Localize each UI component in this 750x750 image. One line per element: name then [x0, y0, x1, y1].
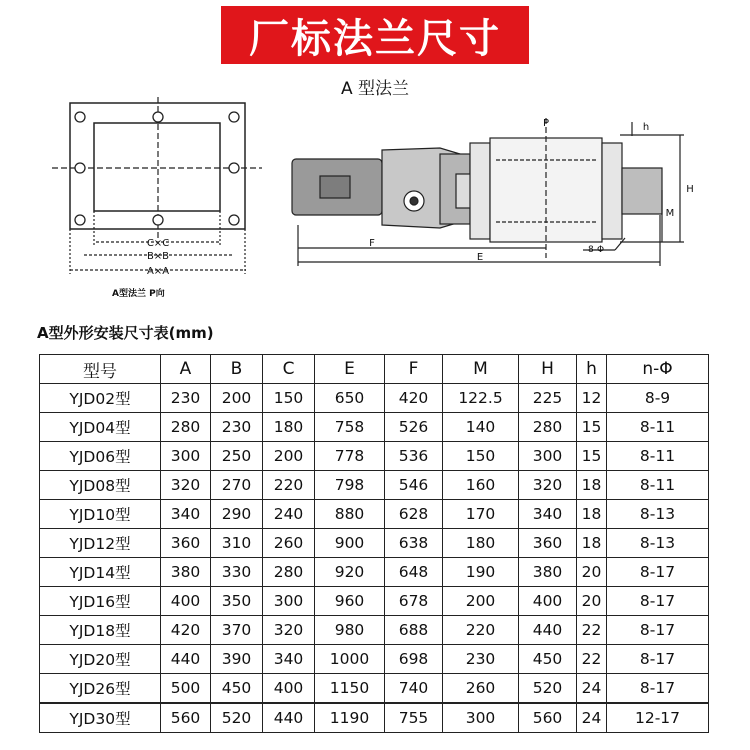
dim-label-cc: C×C: [146, 238, 170, 249]
table-cell: 200: [263, 442, 315, 471]
table-cell: 360: [519, 529, 577, 558]
table-row: [40, 442, 709, 471]
table-cell: 24: [577, 674, 607, 704]
table-cell: 270: [211, 471, 263, 500]
table-cell: 900: [315, 529, 385, 558]
header-c: C: [263, 355, 315, 384]
table-cell: 150: [263, 384, 315, 413]
table-row: [40, 674, 709, 704]
table-cell: 420: [385, 384, 443, 413]
header-e: E: [315, 355, 385, 384]
table-cell: 150: [443, 442, 519, 471]
header-h-small: h: [577, 355, 607, 384]
table-cell: 638: [385, 529, 443, 558]
header-f: F: [385, 355, 443, 384]
table-cell: 180: [263, 413, 315, 442]
table-cell: 8-17: [607, 645, 709, 674]
table-cell: 8-11: [607, 471, 709, 500]
table-cell: 18: [577, 500, 607, 529]
table-cell: 370: [211, 616, 263, 645]
table-cell: 8-9: [607, 384, 709, 413]
table-caption: A型外形安装尺寸表(mm): [37, 324, 214, 342]
header-a: A: [161, 355, 211, 384]
table-cell: 698: [385, 645, 443, 674]
table-cell: 12-17: [607, 703, 709, 733]
table-cell: 450: [519, 645, 577, 674]
table-cell: 778: [315, 442, 385, 471]
table-cell: 230: [211, 413, 263, 442]
table-cell-model: YJD16型: [40, 587, 161, 616]
table-cell: 350: [211, 587, 263, 616]
table-cell-model: YJD18型: [40, 616, 161, 645]
table-cell: 250: [211, 442, 263, 471]
table-cell-model: YJD10型: [40, 500, 161, 529]
table-cell: 688: [385, 616, 443, 645]
table-cell: 520: [211, 703, 263, 733]
table-cell: 960: [315, 587, 385, 616]
table-cell: 8-17: [607, 674, 709, 704]
table-row: [40, 616, 709, 645]
table-cell: 260: [263, 529, 315, 558]
table-cell: 360: [161, 529, 211, 558]
table-cell: 650: [315, 384, 385, 413]
table-cell-model: YJD20型: [40, 645, 161, 674]
table-row: [40, 471, 709, 500]
table-cell: 8-17: [607, 558, 709, 587]
table-cell: 560: [161, 703, 211, 733]
page-title: 厂标法兰尺寸: [221, 6, 529, 64]
table-cell: 320: [161, 471, 211, 500]
table-cell: 320: [519, 471, 577, 500]
table-cell: 500: [161, 674, 211, 704]
flange-type-caption: A 型法兰: [340, 79, 410, 99]
table-cell: 340: [263, 645, 315, 674]
dim-label-m: M: [665, 208, 675, 219]
table-cell: 230: [443, 645, 519, 674]
table-cell: 280: [263, 558, 315, 587]
table-cell: 440: [161, 645, 211, 674]
table-cell: 230: [161, 384, 211, 413]
dim-label-f: F: [369, 238, 375, 249]
table-cell: 225: [519, 384, 577, 413]
table-cell: 440: [263, 703, 315, 733]
table-cell: 280: [161, 413, 211, 442]
table-cell: 8-13: [607, 529, 709, 558]
table-cell-model: YJD14型: [40, 558, 161, 587]
table-cell: 1190: [315, 703, 385, 733]
table-cell: 380: [161, 558, 211, 587]
table-cell: 520: [519, 674, 577, 704]
table-cell-model: YJD30型: [40, 703, 161, 733]
table-cell-model: YJD26型: [40, 674, 161, 704]
table-cell: 200: [211, 384, 263, 413]
table-row: [40, 500, 709, 529]
table-cell: 628: [385, 500, 443, 529]
table-cell: 400: [263, 674, 315, 704]
table-cell: 755: [385, 703, 443, 733]
table-cell: 798: [315, 471, 385, 500]
table-cell: 340: [161, 500, 211, 529]
table-cell: 22: [577, 616, 607, 645]
dimension-table: [39, 354, 709, 733]
table-cell: 12: [577, 384, 607, 413]
table-cell: 300: [263, 587, 315, 616]
table-cell: 320: [263, 616, 315, 645]
dim-label-p: P: [542, 118, 550, 129]
table-cell: 15: [577, 442, 607, 471]
header-model: 型号: [40, 355, 161, 384]
table-cell: 400: [161, 587, 211, 616]
table-cell: 340: [519, 500, 577, 529]
table-cell: 24: [577, 703, 607, 733]
header-m: M: [443, 355, 519, 384]
table-cell: 880: [315, 500, 385, 529]
dim-label-h-small: h: [642, 122, 650, 133]
table-cell-model: YJD02型: [40, 384, 161, 413]
table-cell: 526: [385, 413, 443, 442]
table-cell: 220: [263, 471, 315, 500]
table-cell: 546: [385, 471, 443, 500]
table-cell: 450: [211, 674, 263, 704]
table-cell: 170: [443, 500, 519, 529]
table-cell-model: YJD04型: [40, 413, 161, 442]
table-cell: 560: [519, 703, 577, 733]
table-cell: 200: [443, 587, 519, 616]
table-cell: 300: [161, 442, 211, 471]
table-cell: 740: [385, 674, 443, 704]
table-cell: 310: [211, 529, 263, 558]
table-cell: 8-11: [607, 442, 709, 471]
table-cell: 648: [385, 558, 443, 587]
table-cell: 122.5: [443, 384, 519, 413]
table-row: [40, 558, 709, 587]
table-cell: 20: [577, 587, 607, 616]
technical-drawing: [0, 95, 750, 295]
table-cell: 8-11: [607, 413, 709, 442]
table-cell: 330: [211, 558, 263, 587]
table-cell-model: YJD06型: [40, 442, 161, 471]
dim-label-n-phi: 8-Φ: [587, 245, 605, 255]
table-cell: 22: [577, 645, 607, 674]
table-cell: 8-13: [607, 500, 709, 529]
table-row: [40, 529, 709, 558]
table-cell: 758: [315, 413, 385, 442]
table-cell: 1150: [315, 674, 385, 704]
table-cell: 400: [519, 587, 577, 616]
table-cell: 440: [519, 616, 577, 645]
table-cell: 280: [519, 413, 577, 442]
header-h: H: [519, 355, 577, 384]
table-cell: 140: [443, 413, 519, 442]
header-n-phi: n-Φ: [607, 355, 709, 384]
table-cell: 18: [577, 471, 607, 500]
table-cell: 190: [443, 558, 519, 587]
table-header-row: [40, 355, 709, 384]
table-row: [40, 413, 709, 442]
table-cell: 180: [443, 529, 519, 558]
table-cell: 300: [443, 703, 519, 733]
table-cell: 390: [211, 645, 263, 674]
table-row: [40, 703, 709, 733]
flange-view-caption: A型法兰 P向: [112, 289, 165, 299]
table-row: [40, 587, 709, 616]
header-b: B: [211, 355, 263, 384]
table-cell: 20: [577, 558, 607, 587]
table-cell: 980: [315, 616, 385, 645]
table-cell: 8-17: [607, 616, 709, 645]
table-row: [40, 645, 709, 674]
table-cell: 220: [443, 616, 519, 645]
table-cell: 920: [315, 558, 385, 587]
valve-side-view: [292, 118, 684, 266]
table-cell-model: YJD12型: [40, 529, 161, 558]
table-cell: 290: [211, 500, 263, 529]
table-cell: 678: [385, 587, 443, 616]
table-cell: 8-17: [607, 587, 709, 616]
table-cell: 420: [161, 616, 211, 645]
table-row: [40, 384, 709, 413]
table-cell-model: YJD08型: [40, 471, 161, 500]
dim-label-aa: A×A: [146, 266, 170, 277]
dim-label-e: E: [476, 252, 484, 263]
table-cell: 536: [385, 442, 443, 471]
table-cell: 260: [443, 674, 519, 704]
dim-label-h-large: H: [686, 184, 694, 195]
table-cell: 18: [577, 529, 607, 558]
dim-label-bb: B×B: [146, 251, 170, 262]
table-cell: 300: [519, 442, 577, 471]
table-cell: 15: [577, 413, 607, 442]
table-cell: 1000: [315, 645, 385, 674]
table-cell: 380: [519, 558, 577, 587]
table-cell: 240: [263, 500, 315, 529]
table-cell: 160: [443, 471, 519, 500]
